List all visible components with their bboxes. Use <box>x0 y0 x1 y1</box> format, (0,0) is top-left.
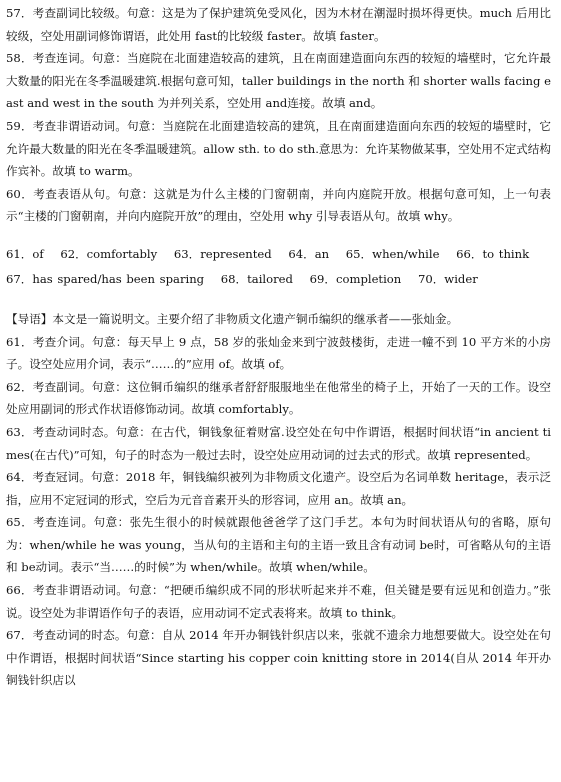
explanation-61: 61．考查介词。句意：每天早上 9 点，58 岁的张灿金来到宁波鼓楼街，走进一幢不到 10 平方米的小房子。设空处应用介词，表示“……的”应用 of。故填 of。 <box>6 334 551 372</box>
explanations-bottom <box>6 308 551 692</box>
answer-67: 67．has spared/has been sparing <box>6 271 205 286</box>
explanation-59: 59．考查非谓语动词。句意：当庭院在北面建造较高的建筑，且在南面建造面向东西的较短的墙壁时，它允许最大数量的阳光在冬季温暖建筑。allow sth. to do sth.意思为：允许某物做某事，空处用不定式结构作宾补。故填 to warm。 <box>6 118 551 179</box>
explanations-top <box>6 2 551 228</box>
explanation-60: 60．考查表语从句。句意：这就是为什么主楼的门窗朝南，并向内庭院开放。根据句意可知，上一句表示“主楼的门窗朝南，并向内庭院开放”的理由，空处用 why 引导表语从句。故填 why。 <box>6 186 551 224</box>
explanation-66: 66．考查非谓语动词。句意：“把硬币编织成不同的形状听起来并不难，但关键是要有远见和创造力。”张说。设空处为非谓语作句子的表语，应用动词不定式表将来。故填 to think。 <box>6 583 551 620</box>
answer-70: 70．wider <box>417 271 478 286</box>
explanation-63: 63．考查动词时态。句意：在古代，铜钱象征着财富.设空处在句中作谓语，根据时间状语“in ancient times(在古代)”可知，句子的时态为一般过去时，设空处应用动词的过去式的形式。故填 represented。 <box>6 424 551 462</box>
answer-69: 69．completion <box>309 271 402 286</box>
section-gap <box>6 292 551 308</box>
explanation-58: 58．考查连词。句意：当庭院在北面建造较高的建筑，且在南面建造面向东西的较短的墙壁时，它允许最大数量的阳光在冬季温暖建筑.根据句意可知，taller buildings in the north 和 shorter walls facing east and west in the south 为并列关系，空处用 and连接。故填 and。 <box>6 51 551 111</box>
explanation-57: 57．考查副词比较级。句意：这是为了保护建筑免受风化，因为木材在潮湿时损坏得更快。much 后用比较级，空处用副词修饰谓语，此处用 fast的比较级 faster。故填 faster。 <box>6 6 551 43</box>
answer-61: 61．of <box>6 246 44 261</box>
answer-62: 62．comfortably <box>60 246 158 261</box>
answer-63: 63．represented <box>173 246 272 261</box>
answer-64: 64．an <box>288 246 330 261</box>
explanation-64: 64．考查冠词。句意：2018 年，铜钱编织被列为非物质文化遗产。设空后为名词单数 heritage，表示泛指，应用不定冠词的形式，空后为元音音素开头的形容词，应用 an。故填 an。 <box>6 470 551 507</box>
answer-68: 68．tailored <box>220 271 293 286</box>
explanation-67: 67．考查动词的时态。句意：自从 2014 年开办铜钱针织店以来，张就不遗余力地想要做大。设空处在句中作谓语，根据时间状语“Since starting his copper coin knitting store in 2014(自从 2014 年开办铜钱针织店以 <box>6 628 551 688</box>
answer-66: 66．to think <box>456 246 530 261</box>
explanation-65: 65．考查连词。句意：张先生很小的时候就跟他爸爸学了这门手艺。本句为时间状语从句的省略，原句为：when/while he was young，当从句的主语和主句的主语一致且含有动词 be时，可省略从句的主语和 be动词。表示“当……的时候”为 when/while。故填 when/while。 <box>6 515 551 575</box>
answer-key <box>6 242 551 292</box>
guide-intro: 【导语】本文是一篇说明文。主要介绍了非物质文化遗产铜币编织的继承者——张灿金。 <box>6 311 459 326</box>
explanation-62: 62．考查副词。句意：这位铜币编织的继承者舒舒服服地坐在他常坐的椅子上，开始了一天的工作。设空处应用副词的形式作状语修饰动词。故填 comfortably。 <box>6 379 551 417</box>
answer-65: 65．when/while <box>345 246 440 261</box>
